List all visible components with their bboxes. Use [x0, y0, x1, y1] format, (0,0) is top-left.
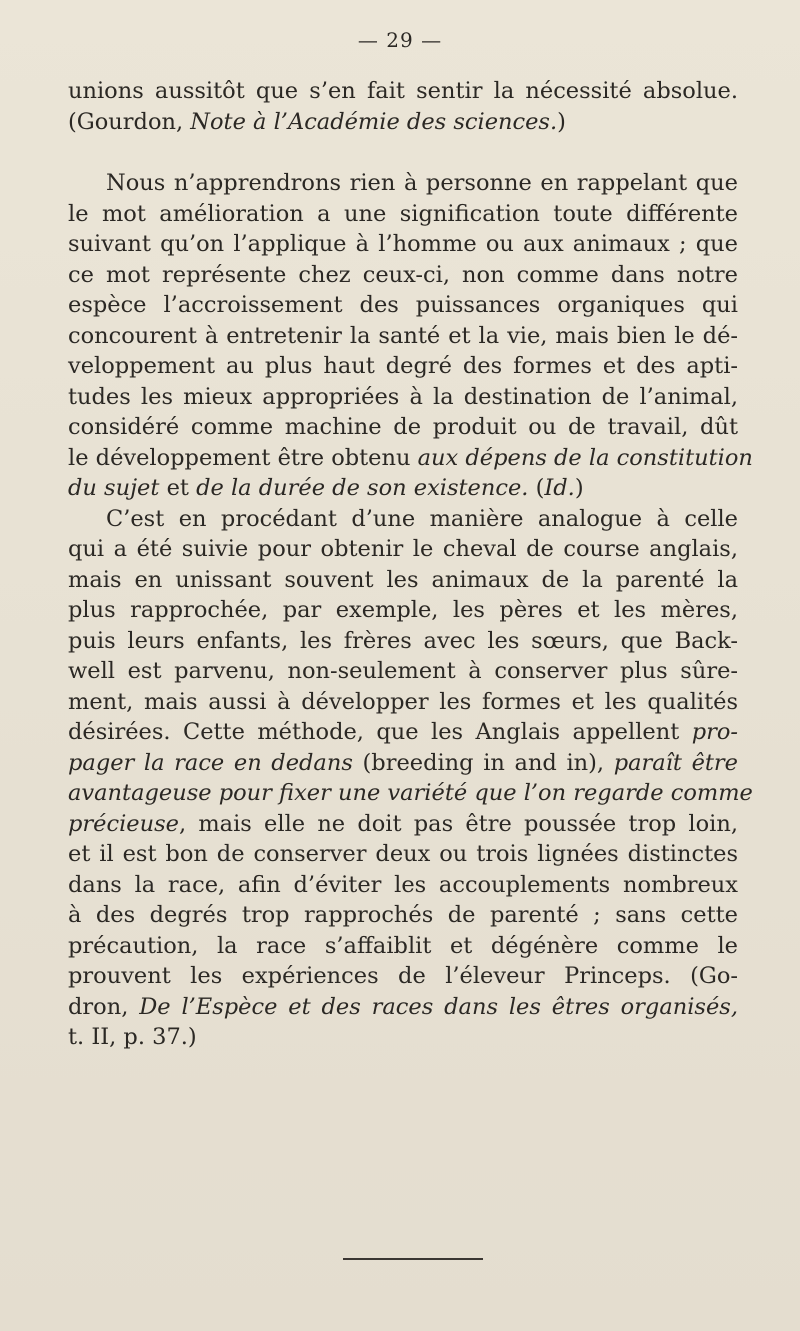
paragraph-gourdon-note — [68, 76, 738, 137]
italic-run: De l’Espèce et des races dans les êtres organisés, — [139, 993, 738, 1020]
text-line: suivant qu’on l’applique à l’homme ou aux animaux ; que — [68, 231, 738, 257]
text-line — [68, 992, 738, 1023]
text-line: avantageuse pour fixer une variété que l’on regarde comme — [68, 780, 753, 806]
italic-run: pro- — [691, 719, 738, 745]
paragraph-amelioration — [68, 168, 753, 504]
text-line: puis leurs enfants, les frères avec les sœurs, que Back- — [68, 627, 738, 654]
italic-run: pager la race en dedans — [68, 749, 353, 776]
text-run: le développement être obtenu — [68, 444, 418, 471]
text-line — [68, 748, 738, 779]
italic-run: de la durée de son existence. — [196, 475, 529, 501]
text-line — [68, 443, 753, 474]
text-line: well est parvenu, non-seulement à conserver plus sûre- — [68, 658, 738, 684]
text-line: prouvent les expériences de l’éleveur Princeps. (Go- — [68, 963, 738, 989]
text-line: précaution, la race s’affaiblit et dégénère comme le — [68, 932, 738, 959]
text-line — [68, 473, 738, 504]
text-run: (Gourdon, — [68, 108, 191, 135]
page-number: — 29 — — [357, 28, 443, 52]
text-line: qui a été suivie pour obtenir le cheval de course anglais, — [68, 536, 738, 562]
italic-run: du sujet — [68, 475, 160, 501]
text-line: espèce l’accroissement des puissances organiques qui — [68, 292, 738, 318]
text-line — [68, 809, 738, 840]
text-run: , mais elle ne doit pas être poussée trop loin, — [178, 810, 738, 837]
text-line: ce mot représente chez ceux-ci, non comme dans notre — [68, 261, 738, 288]
text-run: (breeding in and in), — [352, 749, 614, 776]
text-run: et — [159, 475, 197, 501]
italic-run: paraît être — [613, 749, 739, 776]
text-line: considéré comme machine de produit ou de travail, dût — [68, 414, 738, 440]
text-line — [68, 717, 738, 748]
text-line: C’est en procédant d’une manière analogue à celle — [106, 505, 738, 532]
text-line: plus rapprochée, par exemple, les pères et les mères, — [68, 597, 738, 623]
text-line: veloppement au plus haut degré des formes et des apti- — [68, 353, 738, 379]
text-line: t. II, p. 37.) — [68, 1024, 197, 1050]
paragraph-breeding — [68, 504, 753, 1053]
text-line: mais en unissant souvent les animaux de la parenté la — [68, 566, 738, 593]
text-line: à des degrés trop rapprochés de parenté ; sans cette — [68, 902, 738, 928]
section-divider — [343, 1258, 483, 1260]
text-run: ( — [528, 475, 545, 501]
italic-run: Id. — [544, 475, 575, 501]
text-line: le mot amélioration a une signification toute différente — [68, 200, 738, 227]
text-line: concourent à entretenir la santé et la vie, mais bien le dé- — [68, 322, 738, 349]
text-run: ) — [557, 108, 566, 135]
text-run: ) — [574, 475, 584, 501]
text-line: tudes les mieux appropriées à la destination de l’animal, — [68, 383, 738, 410]
italic-run: précieuse — [68, 810, 179, 837]
text-line: et il est bon de conserver deux ou trois lignées distinctes — [68, 841, 738, 867]
citation-line — [68, 107, 738, 138]
citation-title: Note à l’Académie des sciences. — [190, 108, 558, 135]
text-run: désirées. Cette méthode, que les Anglais appellent — [68, 719, 692, 745]
text-line: ment, mais aussi à développer les formes et les qualités — [68, 688, 738, 715]
italic-run: aux dépens de la constitution — [417, 444, 753, 471]
text-line: dans la race, afin d’éviter les accouplements nombreux — [68, 871, 738, 898]
text-run: dron, — [68, 993, 140, 1020]
main-text — [68, 168, 753, 1053]
text-line: unions aussitôt que s’en fait sentir la nécessité absolue. — [68, 78, 738, 104]
text-line: Nous n’apprendrons rien à personne en rappelant que — [106, 170, 738, 196]
